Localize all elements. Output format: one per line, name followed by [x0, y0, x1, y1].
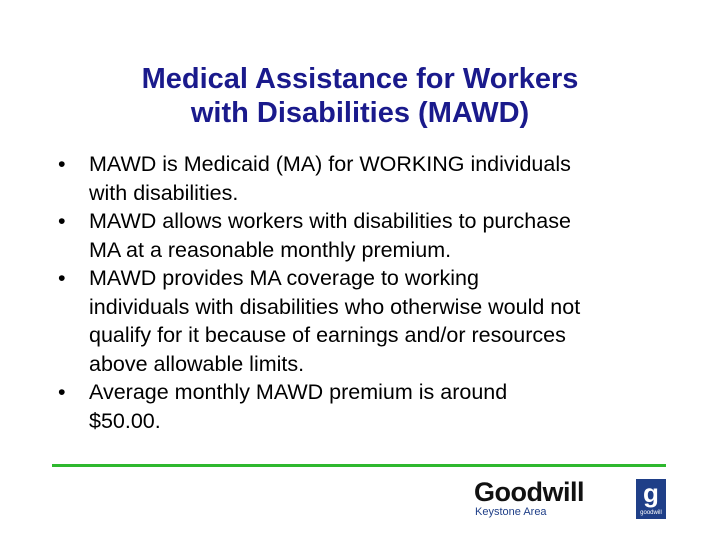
- bullet-line: $50.00.: [89, 408, 161, 433]
- bullet-line: with disabilities.: [89, 180, 239, 205]
- bullet-marker: •: [58, 380, 66, 404]
- bullet-line: individuals with disabilities who otherwise would not: [89, 294, 581, 319]
- bullet-line: MA at a reasonable monthly premium.: [89, 237, 452, 262]
- divider-line: [52, 464, 666, 467]
- badge-text: goodwill: [640, 510, 662, 516]
- bullet-line: qualify for it because of earnings and/or resources: [89, 323, 566, 347]
- bullet-marker: •: [58, 152, 66, 176]
- bullet-marker: •: [58, 266, 66, 290]
- badge-letter: g: [643, 478, 659, 508]
- logo-subtitle: Keystone Area: [475, 506, 547, 518]
- goodwill-badge-icon: [636, 479, 666, 519]
- bullet-line: MAWD allows workers with disabilities to purchase: [89, 209, 571, 233]
- logo-wordmark: Goodwill: [474, 477, 584, 507]
- bullet-list: [58, 150, 678, 435]
- bullet-line: Average monthly MAWD premium is around: [89, 380, 508, 404]
- bullet-item: [58, 264, 678, 378]
- bullet-line: MAWD provides MA coverage to working: [89, 266, 479, 290]
- bullet-line: MAWD is Medicaid (MA) for WORKING individuals: [89, 152, 571, 176]
- bullet-item: [58, 378, 678, 435]
- bullet-marker: •: [58, 209, 66, 233]
- bullet-item: [58, 150, 678, 207]
- goodwill-logo: [474, 478, 668, 522]
- bullet-line: above allowable limits.: [89, 351, 305, 376]
- title-line: Medical Assistance for Workers: [141, 63, 579, 95]
- slide-title: [60, 62, 660, 130]
- bullet-item: [58, 207, 678, 264]
- title-line: with Disabilities (MAWD): [190, 97, 530, 129]
